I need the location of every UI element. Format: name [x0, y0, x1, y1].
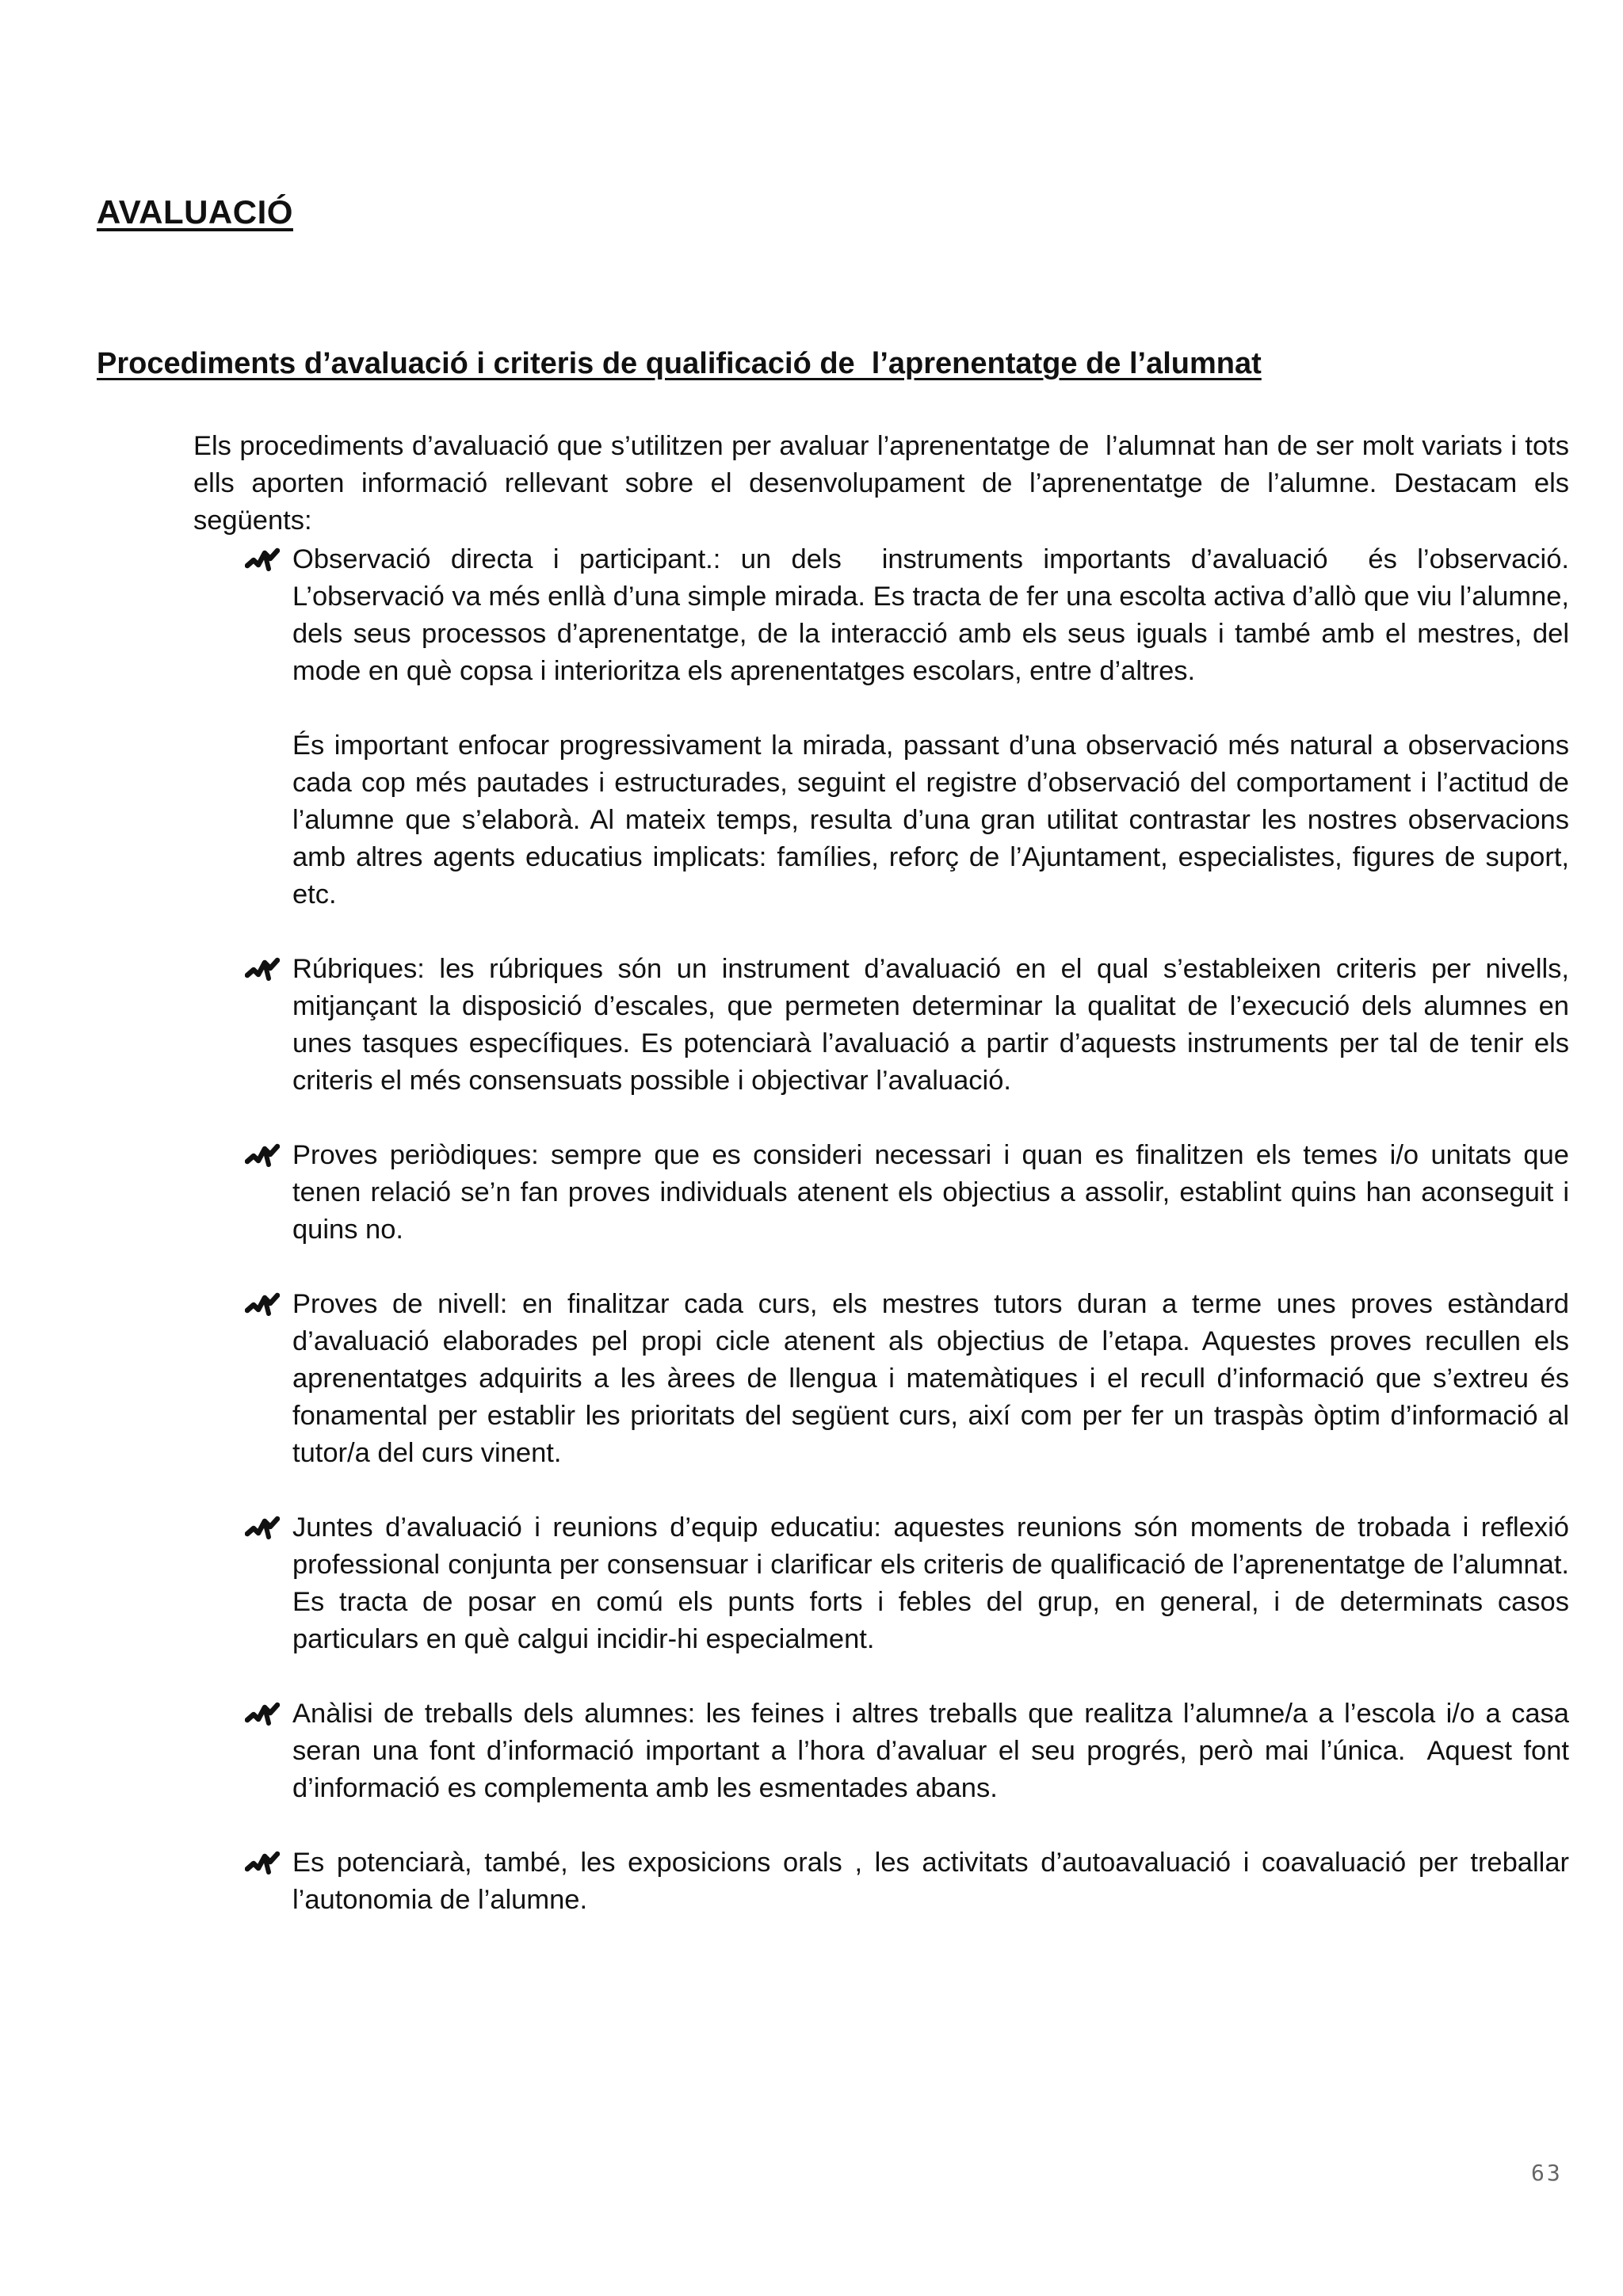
list-item: [242, 1844, 1577, 1919]
section-title: Procediments d’avaluació i criteris de qualificació de l’aprenentatge de l’alumnat: [97, 347, 1262, 380]
checkmark-bullet-icon: [245, 1142, 280, 1169]
list-item: [242, 1286, 1577, 1472]
checkmark-bullet-icon: [245, 1850, 280, 1877]
list-item-text: Proves de nivell: en finalitzar cada curs, els mestres tutors duran a terme unes proves estàndard d’avaluació elaborades pel propi cicle atenent als objectius de l’etapa. Aquestes proves recullen els aprenentatges adquirits a les àrees de llengua i matemàtiques i el recull d’informació que s’extreu és fonamental per establir les prioritats del següent curs, així com per fer un traspàs òptim d’informació al tutor/a del curs vinent.: [292, 1289, 1577, 1468]
checkmark-bullet-icon: [245, 1515, 280, 1542]
page-number: 63: [1531, 2160, 1563, 2186]
list-item-text: Proves periòdiques: sempre que es consideri necessari i quan es finalitzen els temes i/o unitats que tenen relació se’n fan proves individuals atenent els objectius a assolir, establint quins han aconseguit i quins no.: [292, 1140, 1577, 1245]
list-item: [242, 1137, 1577, 1249]
list-item-text: Juntes d’avaluació i reunions d’equip educatiu: aquestes reunions són moments de trobada i reflexió professional conjunta per consensuar i clarificar els criteris de qualificació de l’aprenentatge de l’alumnat. Es tracta de posar en comú els punts forts i febles del grup, en general, i de determinats casos particulars en què calgui incidir-hi especialment.: [292, 1512, 1577, 1654]
checkmark-bullet-icon: [245, 1701, 280, 1728]
checkmark-bullet-icon: [245, 956, 280, 983]
checkmark-bullet-icon: [245, 1291, 280, 1318]
bullet-list: [242, 541, 1577, 1956]
list-item: [242, 541, 1577, 913]
intro-paragraph: Els procediments d’avaluació que s’utilitzen per avaluar l’aprenentatge de l’alumnat han de ser molt variats i tots ells aporten informació rellevant sobre el desenvolupament de l’aprenentatge de l’alumne. Destacam els següents:: [193, 431, 1577, 536]
list-item-followup-text: És important enfocar progressivament la mirada, passant d’una observació més natural a observacions cada cop més pautades i estructurades, seguint el registre d’observació del comportament i l’actitud de l’alumne que s’elaborà. Al mateix temps, resulta d’una gran utilitat contrastar les nostres observacions amb altres agents educatius implicats: famílies, reforç de l’Ajuntament, especialistes, figures de suport, etc.: [292, 730, 1577, 910]
list-item-text: Observació directa i participant.: un dels instruments importants d’avaluació és l’observació. L’observació va més enllà d’una simple mirada. Es tracta de fer una escolta activa d’allò que viu l’alumne, dels seus processos d’aprenentatge, de la interacció amb els seus iguals i també amb el mestres, del mode en què copsa i interioritza els aprenentatges escolars, entre d’altres.: [292, 544, 1577, 686]
list-item-text: Anàlisi de treballs dels alumnes: les feines i altres treballs que realitza l’alumne/a a l’escola i/o a casa seran una font d’informació important a l’hora d’avaluar el seu progrés, però mai l’única. Aquest font d’informació es complementa amb les esmentades abans.: [292, 1699, 1577, 1803]
list-item: [242, 951, 1577, 1100]
list-item-text: Es potenciarà, també, les exposicions orals , les activitats d’autoavaluació i coavaluació per treballar l’autonomia de l’alumne.: [292, 1848, 1577, 1915]
checkmark-bullet-icon: [245, 547, 280, 574]
page-title: AVALUACIÓ: [97, 193, 293, 231]
list-item: [242, 1509, 1577, 1658]
list-item: [242, 1695, 1577, 1807]
list-item-text: Rúbriques: les rúbriques són un instrument d’avaluació en el qual s’estableixen criteris per nivells, mitjançant la disposició d’escales, que permeten determinar la qualitat de l’execució dels alumnes en unes tasques específiques. Es potenciarà l’avaluació a partir d’aquests instruments per tal de tenir els criteris el més consensuats possible i objectivar l’avaluació.: [292, 954, 1577, 1096]
